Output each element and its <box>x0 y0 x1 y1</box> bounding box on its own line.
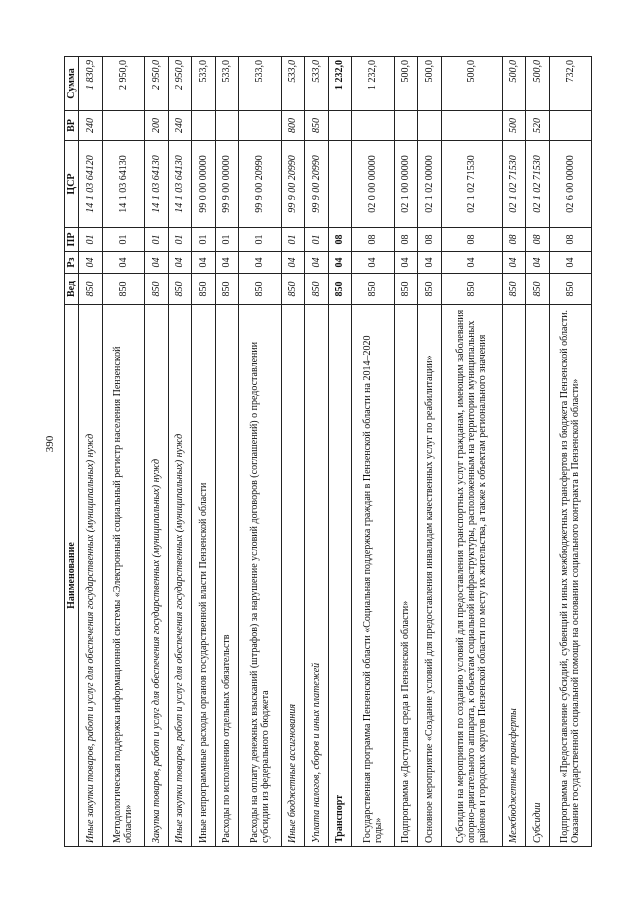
cell-ved: 850 <box>328 274 352 305</box>
header-csr: ЦСР <box>65 141 79 228</box>
cell-pr: 01 <box>281 228 305 252</box>
cell-name: Закупка товаров, работ и услуг для обеспечения государственных (муниципальных) нужд <box>144 305 168 847</box>
cell-sum: 2 950,0 <box>144 57 168 111</box>
cell-ved: 850 <box>192 274 216 305</box>
cell-rz: 04 <box>549 252 591 274</box>
cell-name: Иные непрограммные расходы органов государственной власти Пензенской области <box>192 305 216 847</box>
cell-vr <box>192 111 216 141</box>
table-row <box>502 57 526 847</box>
cell-csr: 02 0 00 00000 <box>352 141 394 228</box>
cell-vr <box>328 111 352 141</box>
table-row <box>168 57 192 847</box>
cell-csr: 99 9 00 20990 <box>281 141 305 228</box>
cell-name: Основное мероприятие «Создание условий для предоставления инвалидам качественных услуг по реабилитации» <box>418 305 442 847</box>
cell-ved: 850 <box>79 274 103 305</box>
cell-sum: 2 950,0 <box>168 57 192 111</box>
cell-pr: 08 <box>549 228 591 252</box>
table-row <box>79 57 103 847</box>
cell-csr: 02 1 00 00000 <box>394 141 418 228</box>
cell-csr: 14 1 03 64120 <box>79 141 103 228</box>
cell-pr: 08 <box>441 228 502 252</box>
cell-sum: 533,0 <box>192 57 216 111</box>
table-row <box>418 57 442 847</box>
cell-csr: 99 9 00 00000 <box>215 141 239 228</box>
cell-sum: 533,0 <box>215 57 239 111</box>
cell-csr: 02 1 02 71530 <box>441 141 502 228</box>
cell-sum: 1 232,0 <box>328 57 352 111</box>
cell-sum: 2 950,0 <box>102 57 144 111</box>
cell-rz: 04 <box>305 252 329 274</box>
cell-ved: 850 <box>239 274 281 305</box>
cell-ved: 850 <box>394 274 418 305</box>
table-row <box>394 57 418 847</box>
cell-vr <box>549 111 591 141</box>
cell-rz: 04 <box>215 252 239 274</box>
cell-sum: 1 232,0 <box>352 57 394 111</box>
cell-pr: 01 <box>305 228 329 252</box>
cell-pr: 01 <box>79 228 103 252</box>
cell-rz: 04 <box>418 252 442 274</box>
cell-csr: 02 1 02 71530 <box>502 141 526 228</box>
table-row <box>239 57 281 847</box>
cell-pr: 01 <box>168 228 192 252</box>
cell-name: Уплата налогов, сборов и иных платежей <box>305 305 329 847</box>
cell-vr: 520 <box>526 111 550 141</box>
cell-rz: 04 <box>102 252 144 274</box>
cell-vr: 240 <box>168 111 192 141</box>
cell-sum: 732,0 <box>549 57 591 111</box>
cell-csr: 99 9 00 20990 <box>239 141 281 228</box>
cell-name: Подпрограмма «Доступная среда в Пензенской области» <box>394 305 418 847</box>
cell-name: Методологическая поддержка информационной системы «Электронный социальный регистр населения Пензенской области» <box>102 305 144 847</box>
cell-rz: 04 <box>144 252 168 274</box>
cell-name: Государственная программа Пензенской области «Социальная поддержка граждан в Пензенской области на 2014–2020 годы» <box>352 305 394 847</box>
table-row <box>102 57 144 847</box>
cell-name: Иные закупки товаров, работ и услуг для обеспечения государственных (муниципальных) нужд <box>79 305 103 847</box>
table-body <box>79 57 592 847</box>
cell-sum: 533,0 <box>305 57 329 111</box>
cell-sum: 500,0 <box>441 57 502 111</box>
cell-pr: 08 <box>502 228 526 252</box>
cell-vr: 240 <box>79 111 103 141</box>
cell-vr: 500 <box>502 111 526 141</box>
cell-vr <box>394 111 418 141</box>
table-row <box>281 57 305 847</box>
cell-vr <box>352 111 394 141</box>
cell-name: Иные закупки товаров, работ и услуг для обеспечения государственных (муниципальных) нужд <box>168 305 192 847</box>
table-row <box>305 57 329 847</box>
cell-vr: 200 <box>144 111 168 141</box>
cell-name: Расходы по исполнению отдельных обязательств <box>215 305 239 847</box>
header-vr: ВР <box>65 111 79 141</box>
cell-ved: 850 <box>144 274 168 305</box>
cell-ved: 850 <box>352 274 394 305</box>
cell-sum: 533,0 <box>239 57 281 111</box>
cell-ved: 850 <box>441 274 502 305</box>
cell-rz: 04 <box>526 252 550 274</box>
cell-ved: 850 <box>281 274 305 305</box>
cell-rz: 04 <box>281 252 305 274</box>
cell-pr: 01 <box>102 228 144 252</box>
cell-ved: 850 <box>549 274 591 305</box>
header-pr: ПР <box>65 228 79 252</box>
header-sum: Сумма <box>65 57 79 111</box>
cell-csr: 02 1 02 71530 <box>526 141 550 228</box>
cell-csr: 99 9 00 20990 <box>305 141 329 228</box>
cell-name: Субсидии на мероприятия по созданию условий для предоставления транспортных услуг гражданам, имеющим заболевания опорно-двигательного аппарата, к объектам социальной инфраструктуры, расположенным на территории муниципальных районов и городских округов Пензенской области по месту их жительства, а также к объектам регионального значения <box>441 305 502 847</box>
cell-sum: 500,0 <box>418 57 442 111</box>
table-row <box>549 57 591 847</box>
cell-ved: 850 <box>502 274 526 305</box>
cell-name: Подпрограмма «Предоставление субсидий, субвенций и иных межбюджетных трансфертов из бюджета Пензенской области. Оказание государственной социальной помощи на основании социального контракта в Пензенской области» <box>549 305 591 847</box>
cell-csr: 02 1 02 00000 <box>418 141 442 228</box>
cell-vr <box>102 111 144 141</box>
cell-ved: 850 <box>305 274 329 305</box>
table-row <box>144 57 168 847</box>
cell-vr <box>215 111 239 141</box>
cell-name: Иные бюджетные ассигнования <box>281 305 305 847</box>
cell-sum: 500,0 <box>502 57 526 111</box>
cell-name: Расходы на оплату денежных взысканий (штрафов) за нарушение условий договоров (соглашений) о предоставлении субсидии из федерального бюджета <box>239 305 281 847</box>
table-row <box>328 57 352 847</box>
table-row <box>192 57 216 847</box>
header-rz: Рз <box>65 252 79 274</box>
cell-csr: 14 1 03 64130 <box>102 141 144 228</box>
cell-ved: 850 <box>168 274 192 305</box>
table-row <box>215 57 239 847</box>
cell-rz: 04 <box>239 252 281 274</box>
cell-sum: 500,0 <box>394 57 418 111</box>
budget-table <box>64 56 592 847</box>
table-header-row <box>65 57 79 847</box>
cell-sum: 500,0 <box>526 57 550 111</box>
cell-rz: 04 <box>192 252 216 274</box>
cell-csr <box>328 141 352 228</box>
table-row <box>441 57 502 847</box>
cell-csr: 02 6 00 00000 <box>549 141 591 228</box>
cell-pr: 01 <box>144 228 168 252</box>
table-row <box>352 57 394 847</box>
cell-pr: 08 <box>394 228 418 252</box>
cell-vr: 850 <box>305 111 329 141</box>
cell-sum: 533,0 <box>281 57 305 111</box>
cell-vr <box>239 111 281 141</box>
budget-table-rotated <box>64 57 592 847</box>
cell-rz: 04 <box>502 252 526 274</box>
cell-name: Межбюджетные трансферты <box>502 305 526 847</box>
cell-csr: 14 1 03 64130 <box>144 141 168 228</box>
cell-rz: 04 <box>79 252 103 274</box>
cell-pr: 08 <box>352 228 394 252</box>
cell-ved: 850 <box>215 274 239 305</box>
cell-pr: 01 <box>215 228 239 252</box>
cell-rz: 04 <box>441 252 502 274</box>
cell-csr: 99 0 00 00000 <box>192 141 216 228</box>
cell-rz: 04 <box>394 252 418 274</box>
cell-pr: 08 <box>328 228 352 252</box>
cell-vr: 800 <box>281 111 305 141</box>
cell-pr: 01 <box>192 228 216 252</box>
cell-pr: 08 <box>526 228 550 252</box>
cell-ved: 850 <box>102 274 144 305</box>
cell-sum: 1 830,9 <box>79 57 103 111</box>
table-row <box>526 57 550 847</box>
cell-vr <box>441 111 502 141</box>
cell-vr <box>418 111 442 141</box>
cell-pr: 01 <box>239 228 281 252</box>
cell-rz: 04 <box>352 252 394 274</box>
cell-csr: 14 1 03 64130 <box>168 141 192 228</box>
cell-name: Транспорт <box>328 305 352 847</box>
cell-name: Субсидии <box>526 305 550 847</box>
header-ved: Вед <box>65 274 79 305</box>
cell-rz: 04 <box>328 252 352 274</box>
header-name: Наименование <box>65 305 79 847</box>
cell-pr: 08 <box>418 228 442 252</box>
cell-ved: 850 <box>418 274 442 305</box>
cell-ved: 850 <box>526 274 550 305</box>
page-number: 390 <box>44 435 56 453</box>
cell-rz: 04 <box>168 252 192 274</box>
